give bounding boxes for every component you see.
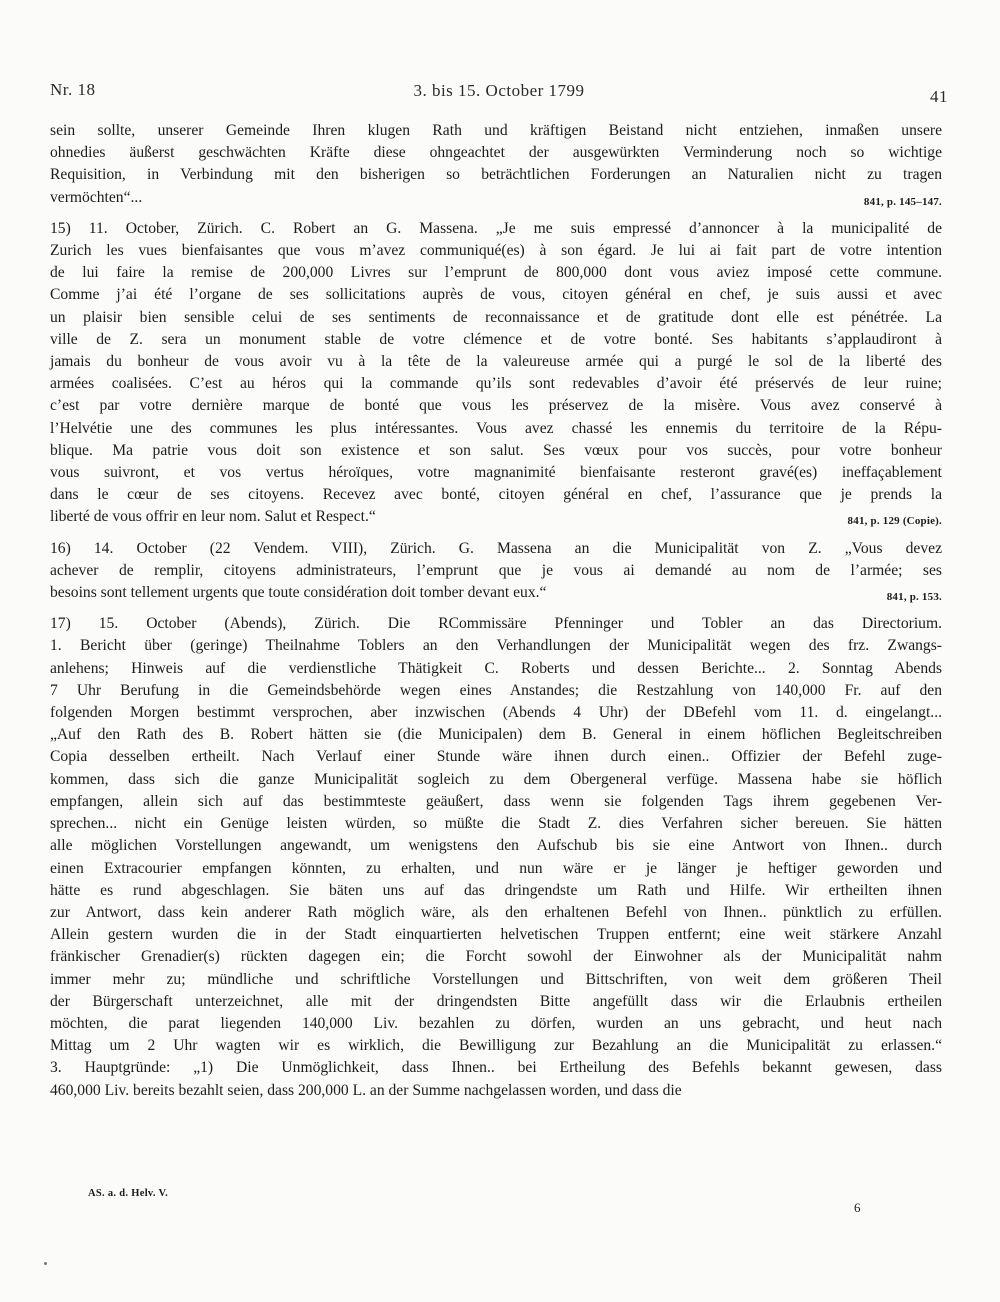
text-line: 16) 14. October (22 Vendem. VIII), Zürich. G. Massena an die Municipalität von Z. „Vous devez	[50, 539, 942, 557]
text-line: zur Antwort, dass kein anderer Rath möglich wäre, als den erhaltenen Befehl von Ihnen.. pünktlich zu erfüllen.	[50, 903, 942, 921]
text-line	[50, 582, 942, 604]
text-line: immer mehr zu; mündliche und schriftliche Vorstellungen und Bittschriften, von weit dem größeren Theil	[50, 970, 942, 988]
text-line: Mittag um 2 Uhr wagten wir es wirklich, die Bewilligung zur Bezahlung an die Municipalität zu erlassen.“	[50, 1037, 942, 1055]
signature-mark: 6	[854, 1200, 861, 1215]
text-line: anlehens; Hinweis auf die verdienstliche Thätigkeit C. Roberts und dessen Berichte... 2. Sonntag Abends	[50, 659, 942, 677]
text-line: jamais du bonheur de vous avoir vu à la tête de la valeureuse armée qui a purgé le sol de la liberté des	[50, 353, 942, 371]
text-line: 15) 11. October, Zürich. C. Robert an G. Massena. „Je me suis empressé d’annoncer à la municipalité de	[50, 219, 942, 237]
text-line: vous suivront, et vos vertus héroïques, votre magnanimité bienfaisante resteront gravé(es) ineffaçablement	[50, 464, 942, 482]
text-line: sein sollte, unserer Gemeinde Ihren klugen Rath und kräftigen Beistand nicht entziehen, inmaßen unsere	[50, 122, 942, 139]
text-line: blique. Ma patrie vous doit son existence et son salut. Ses vœux pour vos succès, pour votre bonheur	[50, 441, 942, 459]
print-speck	[44, 1262, 47, 1265]
text-line: dans le cœur de ses citoyens. Recevez avec bonté, citoyen général en chef, l’assurance que je prends la	[50, 486, 942, 504]
text-line: der Bürgerschaft unterzeichnet, alle mit der dringendsten Bitte angefüllt dass wir die Erlaubnis ertheilen	[50, 992, 942, 1010]
text-line: 1. Bericht über (geringe) Theilnahme Toblers an den Verhandlungen der Municipalität wegen des frz. Zwangs-	[50, 637, 942, 655]
line-text: besoins sont tellement urgents que toute considération doit tomber devant eux.“	[50, 584, 547, 602]
text-line: fränkischer Grenadier(s) rückten dagegen ein; die Forcht sowohl der Einwohner als der Municipalität nahm	[50, 948, 942, 966]
text-line: armées coalisées. C’est au héros qui la commande qu’ils sont redevables d’avoir été préservés de leur ruine;	[50, 375, 942, 393]
text-line: sprechen... nicht ein Genüge leisten würden, so müßte die Stadt Z. dies Verfahren sicher bereuen. Sie hätten	[50, 815, 942, 833]
text-line: 3. Hauptgründe: „1) Die Unmöglichkeit, dass Ihnen.. bei Ertheilung des Befehls bekannt gewesen, dass	[50, 1059, 942, 1077]
text-line: un plaisir bien sensible celui de ses sentiments de reconnaissance et de gratitude dont elle est pénétrée. La	[50, 308, 942, 326]
text-line: folgenden Morgen bestimmt versprochen, aber inzwischen (Abends 4 Uhr) der DBefehl vom 11. d. eingelangt...	[50, 704, 942, 722]
text-line: 17) 15. October (Abends), Zürich. Die RCommissäre Pfenninger und Tobler an das Directorium.	[50, 615, 942, 633]
text-line: de lui faire la remise de 200,000 Livres sur l’emprunt de 800,000 dont vous aviez imposé cette commune.	[50, 264, 942, 282]
document-number: Nr. 18	[50, 80, 96, 99]
line-text: liberté de vous offrir en leur nom. Salut et Respect.“	[50, 508, 376, 526]
text-line	[50, 187, 942, 209]
text-line: einen Extracourier empfangen könnten, zu erhalten, und nun wäre er je länger je heftiger geworden und	[50, 859, 942, 877]
text-line: 460,000 Liv. bereits bezahlt seien, dass 200,000 L. an der Summe nachgelassen worden, und dass die	[50, 1081, 682, 1099]
text-line: hätte es rund abgeschlagen. Sie bäten uns auf das dringendste um Rath und Hilfe. Wir ertheilten ihnen	[50, 881, 942, 899]
archive-reference: 841, p. 153.	[886, 591, 942, 604]
text-line: 7 Uhr Berufung in die Gemeindsbehörde wegen eines Anstandes; die Restzahlung von 140,000 Fr. auf den	[50, 681, 942, 699]
text-line: Copia desselben ertheilt. Nach Verlauf einer Stunde wäre ihnen durch einen.. Offizier der Befehl zuge-	[50, 748, 942, 766]
page-number: 41	[930, 87, 948, 106]
header-date-range: 3. bis 15. October 1799	[413, 81, 585, 100]
text-line: empfangen, allein sich auf das bestimmteste geäußert, dass wenn sie folgenden Tags ihrem gegebenen Ver-	[50, 792, 942, 810]
text-line	[50, 506, 942, 528]
text-line: ville de Z. sera un monument stable de votre clémence et de votre bonté. Ses habitants s’applaudiront à	[50, 330, 942, 348]
text-line: l’Helvétie une des communes les plus intéressantes. Vous avez chassé les ennemis du territoire de la Répu-	[50, 419, 942, 437]
paragraph	[50, 120, 942, 209]
body-text	[50, 120, 942, 1111]
text-line: c’est par votre dernière marque de bonté que vous les préservez de la misère. Vous avez conservé à	[50, 397, 942, 415]
text-line: Comme j’ai été l’organe de ses sollicitations auprès de vous, citoyen général en chef, je suis aussi et avec	[50, 286, 942, 304]
line-text: vermöchten“...	[50, 188, 143, 206]
footer-source: AS. a. d. Helv. V.	[88, 1188, 168, 1199]
archive-reference: 841, p. 129 (Copie).	[847, 515, 942, 528]
paragraph	[50, 538, 942, 605]
text-line: alle möglichen Vorstellungen angewandt, um wenigstens den Aufschub bis sie eine Antwort von Ihnen.. durch	[50, 837, 942, 855]
text-line: „Auf den Rath des B. Robert hätten sie (die Municipalen) dem B. General in einem höflichen Begleitschreiben	[50, 726, 942, 744]
archive-reference: 841, p. 145–147.	[863, 195, 942, 208]
text-line: Zurich les vues bienfaisantes que vous m’avez communiqué(es) à son égard. Je lui ai fait part de votre intention	[50, 242, 942, 260]
text-line: möchten, die parat liegenden 140,000 Liv. bezahlen zu dörfen, wurden an uns gebracht, und heut nach	[50, 1014, 942, 1032]
text-line: ohnedies äußerst geschwächten Kräfte diese ohngeachtet der ausgewürkten Verminderung noch so wichtige	[50, 144, 942, 162]
text-line: kommen, dass sich die ganze Municipalität sogleich zu dem Obergeneral verfüge. Massena habe sie höflich	[50, 770, 942, 788]
text-line: achever de remplir, citoyens administrateurs, l’emprunt que je vous ai demandé au nom de l’armée; ses	[50, 561, 942, 579]
paragraph	[50, 613, 942, 1101]
text-line: Requisition, in Verbindung mit den bisherigen so beträchtlichen Forderungen an Naturalien nicht zu tragen	[50, 166, 942, 184]
paragraph	[50, 218, 942, 529]
text-line: Allein gestern wurden die in der Stadt einquartierten helvetischen Truppen entfernt; eine weit stärkere Anzahl	[50, 926, 942, 944]
